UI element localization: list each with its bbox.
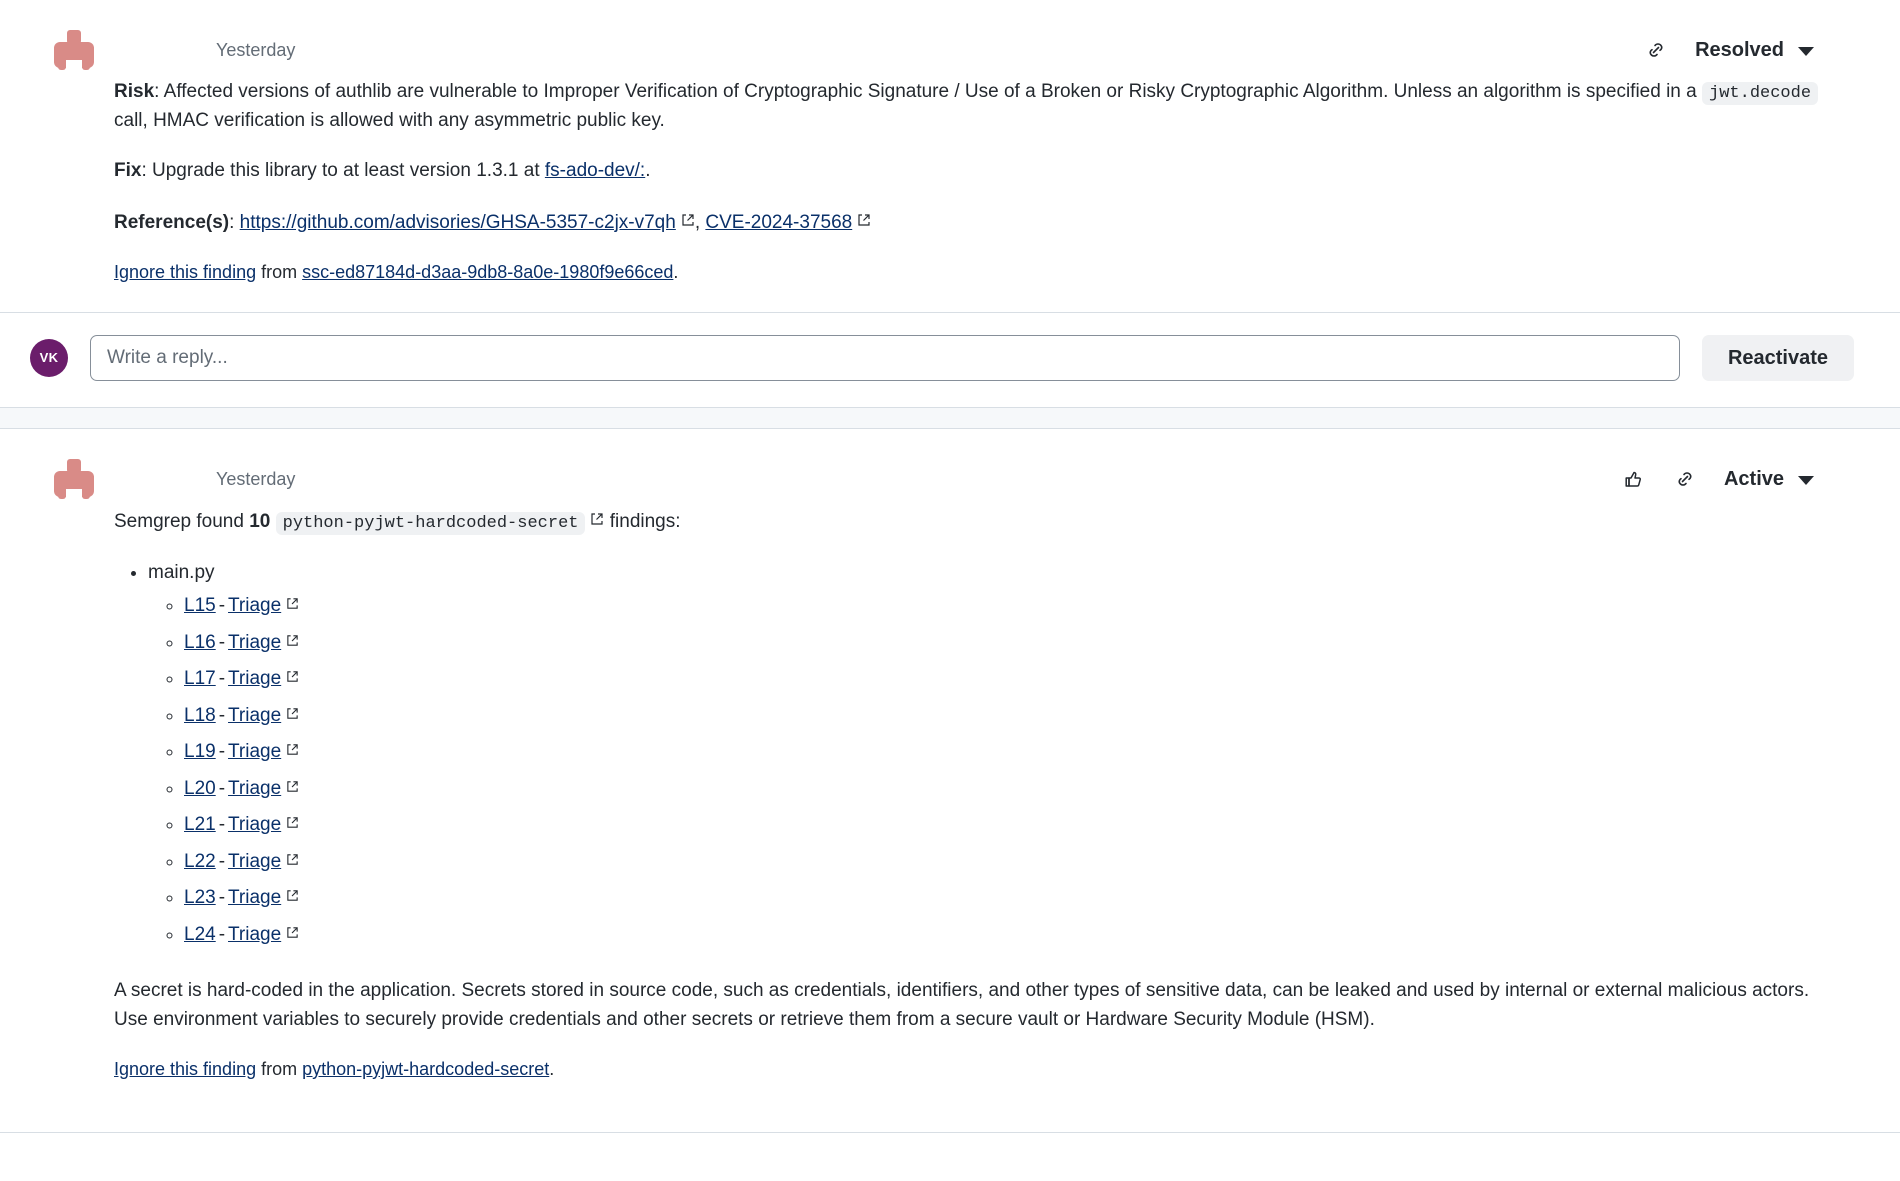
ignore-finding-link[interactable]: Ignore this finding	[114, 1059, 257, 1079]
list-item: ◦ L24 - Triage	[184, 920, 1844, 950]
link-icon[interactable]	[1672, 466, 1698, 492]
ignore-period: .	[549, 1059, 555, 1079]
chevron-down-icon	[1798, 47, 1814, 56]
ignore-finding-link[interactable]: Ignore this finding	[114, 262, 257, 282]
risk-label: Risk	[114, 81, 155, 102]
reference-link-ghsa[interactable]: https://github.com/advisories/GHSA-5357-c2jx-v7qh	[239, 211, 676, 233]
ignore-from-text: from	[256, 1059, 303, 1079]
external-link-icon	[286, 591, 299, 620]
comment-timestamp: Yesterday	[216, 468, 296, 489]
semgrep-intro-text-2: findings:	[604, 511, 681, 532]
risk-text-2: call, HMAC verification is allowed with any asymmetric public key.	[114, 109, 665, 131]
comment-authlib-advisory	[0, 0, 1900, 407]
status-badge-label: Resolved	[1695, 39, 1784, 61]
list-item: ◦ L15 - Triage	[184, 591, 1844, 621]
findings-lines	[148, 591, 1844, 949]
external-link-icon	[286, 920, 299, 949]
bot-avatar-icon	[54, 459, 94, 499]
semgrep-intro-text-1: Semgrep found	[114, 511, 250, 532]
triage-link[interactable]: Triage	[228, 887, 282, 908]
finding-line-link[interactable]: L22	[184, 850, 216, 872]
list-item: ◦ L16 - Triage	[184, 628, 1844, 658]
fix-repo-link[interactable]: fs-ado-dev/:	[544, 160, 646, 181]
finding-line-link[interactable]: L17	[184, 668, 216, 689]
bot-avatar-icon	[54, 30, 94, 70]
list-item: ◦ L18 - Triage	[184, 701, 1844, 731]
finding-line-link[interactable]: L16	[184, 631, 216, 653]
comment-divider	[0, 407, 1900, 429]
reference-label: Reference(s)	[114, 211, 230, 233]
finding-description: A secret is hard-coded in the application. Secrets stored in source code, such as credentials, identifiers, and other types of sensitive data, can be leaked and used by internal or external malicious actors. Use environment variables to securely provide credentials and other secrets or retrieve them from a secure vault or Hardware Security Module (HSM).	[114, 980, 1810, 1030]
findings-file	[148, 559, 1844, 950]
fix-text-2: .	[645, 160, 651, 181]
fix-paragraph	[114, 157, 1844, 186]
external-link-icon	[286, 847, 299, 876]
external-link-icon	[286, 774, 299, 803]
list-item: ◦ L22 - Triage	[184, 847, 1844, 877]
reference-separator: ,	[694, 211, 706, 233]
comment-timestamp: Yesterday	[216, 39, 296, 60]
comment-header	[0, 0, 1900, 78]
avatar: VK	[30, 339, 68, 377]
finding-line-link[interactable]: L15	[184, 595, 216, 616]
finding-line-link[interactable]: L20	[184, 777, 216, 799]
comment-body	[0, 507, 1900, 1083]
ignore-from-text: from	[256, 262, 303, 282]
findings-list	[114, 559, 1844, 950]
comment-header-actions	[1620, 464, 1860, 494]
triage-link[interactable]: Triage	[228, 595, 282, 616]
finding-line-link[interactable]: L18	[184, 704, 216, 726]
external-link-icon	[681, 208, 695, 237]
comment-header-actions	[1643, 35, 1860, 65]
list-item: ◦ L20 - Triage	[184, 774, 1844, 804]
list-item: ◦ L23 - Triage	[184, 883, 1844, 913]
external-link-icon	[286, 810, 299, 839]
external-link-icon	[286, 664, 299, 693]
external-link-icon	[286, 883, 299, 912]
triage-link[interactable]: Triage	[228, 777, 282, 799]
list-item: ◦ L17 - Triage	[184, 664, 1844, 694]
external-link-icon	[286, 628, 299, 657]
status-badge-label: Active	[1723, 468, 1784, 490]
risk-text-1: : Affected versions of authlib are vulnerable to Improper Verification of Cryptographic Signature / Use of a Broken or Risky Cryptographic Algorithm. Unless an algorithm is specified in a	[154, 81, 1703, 102]
list-item: ◦ L21 - Triage	[184, 810, 1844, 840]
ignore-source-link[interactable]: python-pyjwt-hardcoded-secret	[302, 1059, 550, 1079]
chevron-down-icon	[1798, 476, 1814, 485]
finding-line-link[interactable]: L24	[184, 923, 216, 945]
file-name: main.py	[148, 561, 215, 583]
reference-colon: :	[229, 211, 240, 233]
risk-paragraph	[114, 78, 1844, 135]
ignore-period: .	[673, 262, 679, 282]
ignore-finding-row	[114, 1056, 1844, 1083]
fix-label: Fix	[114, 160, 142, 181]
ignore-source-link[interactable]: ssc-ed87184d-d3aa-9db8-8a0e-1980f9e66ced	[302, 262, 674, 282]
status-badge-active[interactable]	[1724, 464, 1814, 494]
comment-body	[0, 78, 1900, 286]
finding-line-link[interactable]: L19	[184, 741, 216, 762]
external-link-icon	[286, 701, 299, 730]
reply-row	[0, 312, 1900, 407]
reply-input[interactable]	[90, 335, 1680, 381]
comment-semgrep-hardcoded-secret	[0, 429, 1900, 1133]
external-link-icon	[286, 737, 299, 766]
ignore-finding-row	[114, 259, 1844, 286]
finding-count: 10	[249, 511, 271, 532]
triage-link[interactable]: Triage	[228, 631, 282, 653]
semgrep-intro	[114, 507, 1844, 537]
external-link-icon[interactable]	[590, 507, 604, 536]
reference-paragraph	[114, 208, 1844, 238]
finding-line-link[interactable]: L21	[184, 814, 216, 835]
comment-bottom-divider	[0, 1105, 1900, 1133]
triage-link[interactable]: Triage	[228, 850, 282, 872]
external-link-icon	[857, 208, 871, 237]
thumbs-up-icon[interactable]	[1620, 466, 1646, 492]
list-item: ◦ L19 - Triage	[184, 737, 1844, 767]
status-badge-resolved[interactable]	[1695, 35, 1814, 65]
triage-link[interactable]: Triage	[228, 923, 282, 945]
reference-link-cve[interactable]: CVE-2024-37568	[705, 211, 853, 233]
triage-link[interactable]: Triage	[228, 741, 282, 762]
reactivate-button[interactable]: Reactivate	[1702, 335, 1854, 381]
jwt-decode-code: jwt.decode	[1702, 82, 1818, 105]
fix-text-1: : Upgrade this library to at least version 1.3.1 at	[141, 160, 545, 181]
rule-id-code: python-pyjwt-hardcoded-secret	[276, 512, 586, 535]
triage-link[interactable]: Triage	[228, 668, 282, 689]
triage-link[interactable]: Triage	[228, 704, 282, 726]
link-icon[interactable]	[1643, 37, 1669, 63]
finding-line-link[interactable]: L23	[184, 887, 216, 908]
triage-link[interactable]: Triage	[228, 814, 282, 835]
comment-header	[0, 429, 1900, 507]
